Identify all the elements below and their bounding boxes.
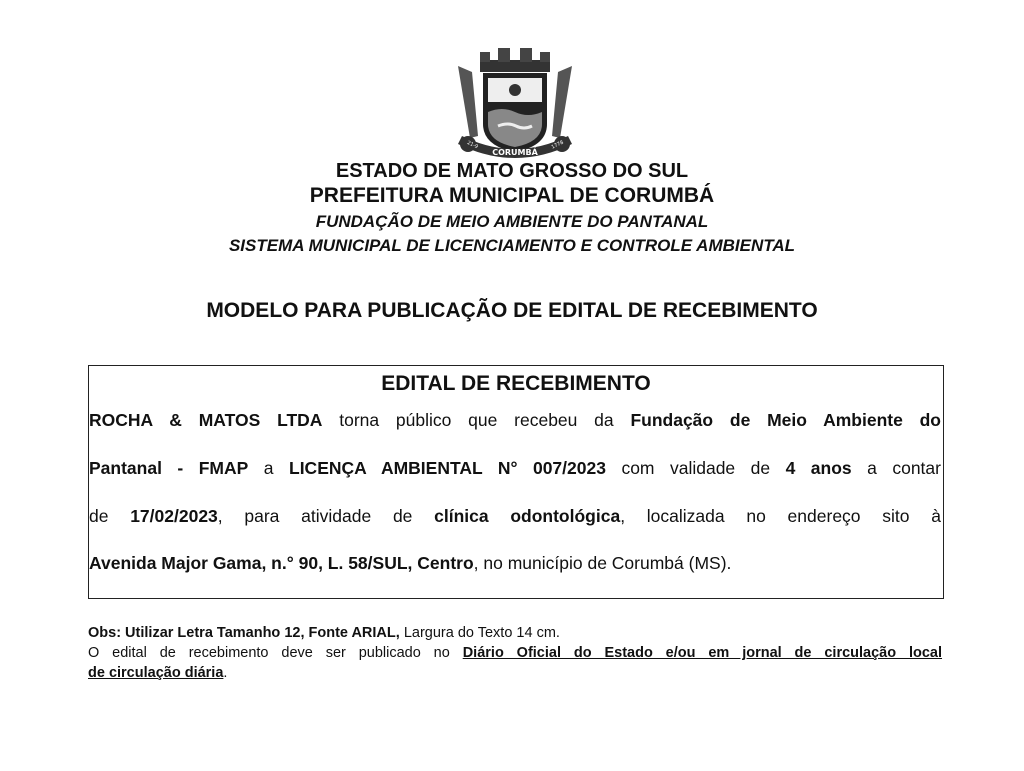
header-foundation: FUNDAÇÃO DE MEIO AMBIENTE DO PANTANAL [315,212,709,231]
license-number: LICENÇA AMBIENTAL N° 007/2023 [289,458,606,478]
activity-name: clínica odontológica [434,506,621,526]
edital-title: EDITAL DE RECEBIMENTO [381,372,651,395]
obs-publication-text: O edital de recebimento deve ser publicado no [88,645,450,661]
edital-text-2: a [263,458,274,478]
company-address: Avenida Major Gama, n.° 90, L. 58/SUL, Centro [89,553,474,573]
mural-crown [480,48,550,72]
agency-name-part-1: Fundação de Meio Ambiente do [630,410,941,430]
corumba-coat-of-arms [450,46,580,164]
edital-text-7: , localizada no endereço sito à [620,506,941,526]
edital-text-3: com validade de [621,458,771,478]
company-name: ROCHA & MATOS LTDA [89,410,323,430]
header-state: ESTADO DE MATO GROSSO DO SUL [335,160,689,182]
edital-line-4 [89,553,941,574]
edital-text-5: de [89,506,109,526]
header-prefecture: PREFEITURA MUNICIPAL DE CORUMBÁ [309,184,715,207]
founding-year-text: 1778 [550,139,565,151]
edital-text-8: , no município de Corumbá (MS). [473,553,732,573]
document-title: MODELO PARA PUBLICAÇÃO DE EDITAL DE RECEBIMENTO [206,299,818,322]
obs-publication-venue-end: de circulação diária [88,665,224,681]
edital-box [88,365,944,599]
edital-text-6: , para atividade de [217,506,413,526]
agency-name-part-2: Pantanal - FMAP [89,458,249,478]
obs-line-1 [88,625,942,641]
edital-line-1 [89,410,941,431]
edital-text-1: torna público que recebeu da [339,410,614,430]
header-system: SISTEMA MUNICIPAL DE LICENCIAMENTO E CONTROLE AMBIENTAL [228,236,796,255]
obs-label: Obs: Utilizar Letra Tamanho 12, Fonte ARIAL, [88,625,400,641]
edital-line-2 [89,458,941,479]
obs-end-period: . [223,665,228,681]
edital-line-3 [89,506,941,527]
edital-text-4: a contar [867,458,941,478]
obs-line-3 [88,665,942,681]
founding-day-text: 21-9 [466,139,479,151]
license-date: 17/02/2023 [130,506,218,526]
motto-text: CORUMBÁ [492,148,538,157]
obs-publication-venue: Diário Oficial do Estado e/ou em jornal de circulação local [462,645,943,661]
obs-width-note: Largura do Texto 14 cm. [403,625,560,641]
obs-line-2 [88,645,942,661]
license-validity: 4 anos [785,458,852,478]
